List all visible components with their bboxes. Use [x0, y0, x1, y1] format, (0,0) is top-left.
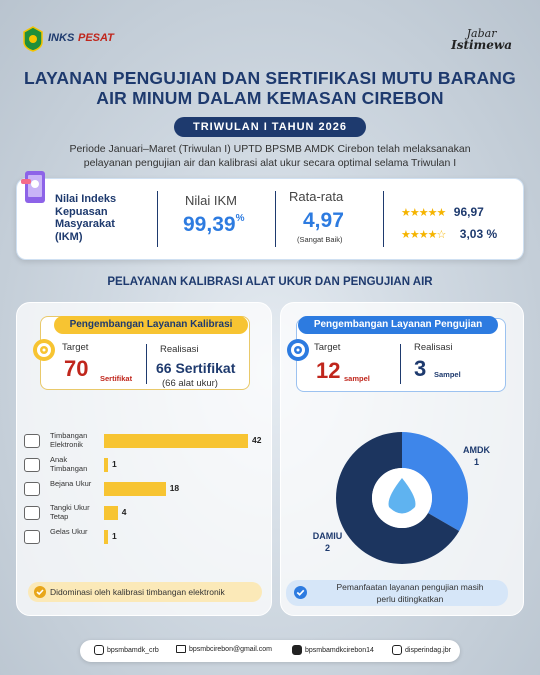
- bar-value-label: 1: [112, 459, 117, 469]
- rating-5-row: [401, 203, 484, 221]
- email-icon: [176, 645, 186, 653]
- rating-4-pct: 3,03 %: [459, 227, 498, 241]
- category-icon: [24, 506, 40, 520]
- donut-label: DAMIU: [312, 531, 343, 541]
- pengujian-realisasi-unit: Sampel: [434, 370, 461, 379]
- four-star-icon: ★★★★☆: [401, 229, 446, 241]
- bar-value-label: 1: [112, 531, 117, 541]
- divider: [157, 191, 158, 247]
- bar-category-label: Bejana Ukur: [50, 479, 92, 488]
- five-star-icon: ★★★★★: [401, 207, 446, 219]
- rating-4-row: [401, 225, 497, 243]
- pengujian-target-label: Target: [314, 342, 341, 353]
- ikm-card: [16, 178, 524, 260]
- check-icon: [294, 586, 307, 599]
- bar: [104, 434, 248, 448]
- tiktok-icon: [292, 645, 302, 655]
- kalibrasi-target-value: 70: [64, 356, 89, 381]
- target-icon: [32, 338, 56, 362]
- phone-rating-icon: [21, 169, 51, 207]
- ikm-value-unit: %: [235, 213, 245, 224]
- donut-value: 1: [473, 457, 479, 467]
- category-icon: [24, 458, 40, 472]
- footer-email-text: bpsmbcirebon@gmail.com: [189, 645, 272, 653]
- kalibrasi-realisasi-value: 66 Sertifikat: [156, 360, 236, 376]
- ikm-value-wrap: [183, 213, 244, 237]
- ikm-label-line-4: (IKM): [55, 230, 83, 243]
- avg-label: Rata-rata: [289, 189, 344, 204]
- ikm-label-line-1: Nilai Indeks: [55, 193, 117, 205]
- target-icon: [286, 338, 310, 362]
- footer-instagram-2[interactable]: [392, 645, 451, 655]
- kalibrasi-bar-chart: [22, 432, 270, 556]
- rating-5-pct: 96,97: [453, 205, 484, 219]
- divider: [400, 344, 401, 384]
- period-badge: TRIWULAN I TAHUN 2026: [174, 117, 366, 137]
- brand-line-2: Istimewa: [451, 38, 512, 52]
- bar-value-label: 42: [252, 435, 262, 445]
- bar: [104, 482, 166, 496]
- ikm-label: [55, 193, 116, 243]
- intro-line-1: Periode Januari–Maret (Triwulan I) UPTD BPSMB AMDK Cirebon telah melaksanakan: [69, 143, 471, 155]
- kalibrasi-note: [28, 582, 262, 602]
- pengujian-heading: Pengembangan Layanan Pengujian: [298, 316, 498, 334]
- kalibrasi-target-unit: Sertifikat: [100, 374, 133, 383]
- footer-tiktok-text: bpsmbamdkcirebon14: [305, 646, 374, 654]
- category-icon: [24, 482, 40, 496]
- category-icon: [24, 434, 40, 448]
- ikm-value: 99,39: [183, 213, 236, 236]
- kalibrasi-realisasi-label: Realisasi: [160, 344, 199, 355]
- bar-value-label: 18: [169, 483, 180, 493]
- footer-instagram-2-text: disperindag.jbr: [405, 646, 451, 654]
- bar: [104, 530, 108, 544]
- avg-value: 4,97: [303, 209, 344, 232]
- footer-instagram[interactable]: [94, 645, 159, 655]
- pengujian-note-line-1: Pemanfaatan layanan pengujian masih: [336, 582, 484, 592]
- logo-inks: INKS: [48, 32, 75, 44]
- pengujian-target-value: 12: [316, 358, 341, 383]
- bar-value-label: 4: [121, 507, 127, 517]
- instagram-icon: [392, 645, 402, 655]
- jabar-istimewa-brand: [451, 28, 512, 51]
- brand-line-1: Jabar: [466, 27, 497, 40]
- title-line-2: AIR MINUM DALAM KEMASAN CIREBON: [96, 88, 444, 108]
- ikm-label-line-3: Masyarakat: [55, 218, 115, 230]
- divider: [275, 191, 276, 247]
- section-title: PELAYANAN KALIBRASI ALAT UKUR DAN PENGUJIAN AIR: [107, 276, 433, 288]
- bar-category-label: Timbangan Elektronik: [50, 431, 88, 449]
- intro-line-2: pelayanan pengujian air dan kalibrasi alat ukur secara optimal selama Triwulan I: [83, 157, 457, 169]
- page-title: [10, 68, 530, 108]
- bar: [104, 506, 118, 520]
- intro-text: [40, 142, 500, 170]
- logo-group: [22, 26, 132, 52]
- donut-value: 2: [325, 543, 331, 553]
- kalibrasi-realisasi-note: (66 alat ukur): [162, 378, 218, 389]
- divider: [146, 344, 147, 384]
- footer-tiktok[interactable]: [292, 645, 374, 655]
- ikm-value-label: Nilai IKM: [185, 193, 238, 208]
- west-java-emblem-icon: [22, 26, 44, 52]
- kalibrasi-note-text: Didominasi oleh kalibrasi timbangan elektronik: [50, 587, 225, 597]
- avg-note: (Sangat Baik): [297, 235, 343, 244]
- pengujian-note-line-2: perlu ditingkatkan: [376, 594, 444, 604]
- bar-category-label: Gelas Ukur: [50, 527, 88, 536]
- footer-email[interactable]: [176, 645, 272, 653]
- bar-category-label: Anak Timbangan: [50, 455, 88, 473]
- check-icon: [34, 586, 46, 598]
- instagram-icon: [94, 645, 104, 655]
- category-icon: [24, 530, 40, 544]
- pengujian-donut-chart: [280, 420, 524, 570]
- bar-category-label: Tangki Ukur Tetap: [50, 503, 90, 521]
- pengujian-realisasi-label: Realisasi: [414, 342, 453, 353]
- kalibrasi-heading: Pengembangan Layanan Kalibrasi: [54, 316, 248, 334]
- donut-label: AMDK: [462, 445, 490, 455]
- pengujian-realisasi-value: 3: [414, 356, 427, 381]
- divider: [383, 191, 384, 247]
- pengujian-target-unit: sampel: [344, 374, 370, 383]
- bar: [104, 458, 108, 472]
- ikm-label-line-2: Kepuasan: [55, 205, 108, 218]
- pengujian-note: [286, 580, 508, 606]
- title-line-1: LAYANAN PENGUJIAN DAN SERTIFIKASI MUTU BARANG: [24, 68, 516, 88]
- footer-contacts: [80, 640, 460, 662]
- footer-instagram-text: bpsmbamdk_crb: [107, 646, 159, 654]
- logo-pesat: PESAT: [78, 32, 114, 44]
- kalibrasi-target-label: Target: [62, 342, 89, 353]
